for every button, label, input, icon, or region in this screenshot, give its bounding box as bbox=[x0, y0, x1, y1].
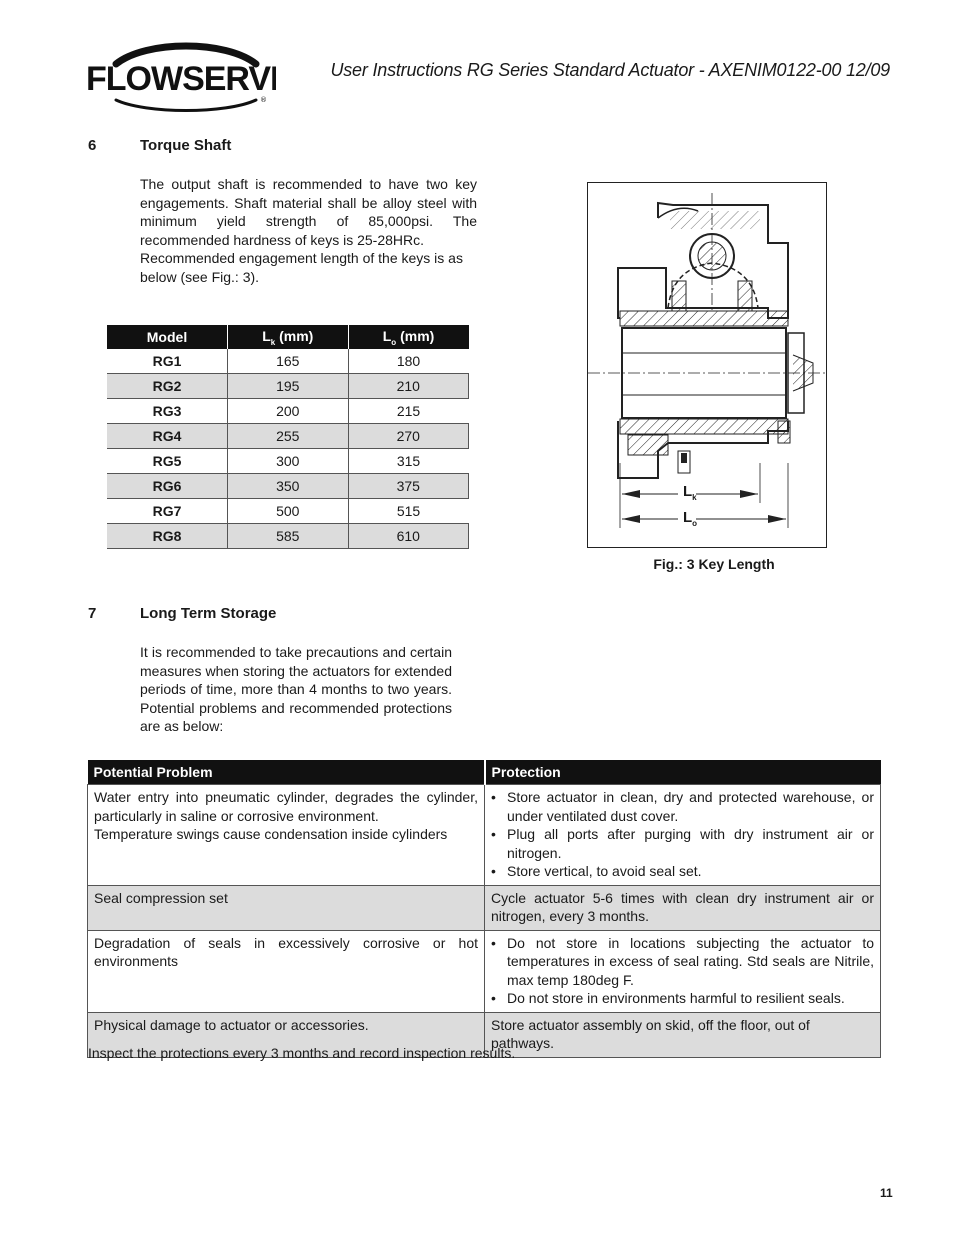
table-row: RG1 165 180 bbox=[107, 349, 469, 374]
table-row: RG7 500 515 bbox=[107, 499, 469, 524]
document-title: User Instructions RG Series Standard Actuator - AXENIM0122-00 12/09 bbox=[330, 60, 890, 80]
section-7-paragraph: It is recommended to take precautions and certain measures when storing the actuators for extended periods of time, more than 4 months to two years. Potential problems and recommended protections are as below: bbox=[140, 644, 452, 734]
logo-wordmark: FLOWSERVE bbox=[86, 60, 276, 98]
section-6-number: 6 bbox=[88, 137, 97, 154]
list-item: • Do not store in environments harmful to resilient seals. bbox=[491, 989, 874, 1008]
dimension-label-lo: $L_o$ bbox=[683, 509, 698, 528]
page-number: 11 bbox=[880, 1186, 893, 1200]
section-6-paragraph: Recommended engagement length of the keys is as below (see Fig.: 3). bbox=[140, 250, 463, 285]
key-length-figure bbox=[587, 182, 827, 548]
section-7-title: Long Term Storage bbox=[140, 605, 277, 622]
table-row: RG5 300 315 bbox=[107, 449, 469, 474]
key-length-table bbox=[107, 325, 469, 549]
section-7-number: 7 bbox=[88, 605, 97, 622]
storage-table bbox=[87, 760, 881, 1058]
list-item: • Plug all ports after purging with dry instrument air or nitrogen. bbox=[491, 825, 874, 862]
table-row: RG2 195 210 bbox=[107, 374, 469, 399]
problem-cell: Water entry into pneumatic cylinder, degrades the cylinder, particularly in saline or corrosive environment. Temperature swings cause condensation inside cylinders bbox=[88, 785, 485, 886]
problem-cell: Degradation of seals in excessively corrosive or hot environments bbox=[88, 930, 485, 1012]
figure-caption: Fig.: 3 Key Length bbox=[653, 556, 775, 572]
problem-cell: Seal compression set bbox=[88, 885, 485, 930]
table-row bbox=[88, 785, 881, 886]
protection-cell bbox=[485, 930, 881, 1012]
protection-cell bbox=[485, 785, 881, 886]
protection-cell: Store actuator assembly on skid, off the floor, out of pathways. bbox=[485, 1012, 881, 1057]
table-row: RG6 350 375 bbox=[107, 474, 469, 499]
section-6-title: Torque Shaft bbox=[140, 137, 232, 154]
protection-cell: Cycle actuator 5-6 times with clean dry instrument air or nitrogen, every 3 months. bbox=[485, 885, 881, 930]
list-item: • Store vertical, to avoid seal set. bbox=[491, 862, 874, 881]
table-row bbox=[88, 885, 881, 930]
column-header-model: Model bbox=[107, 325, 228, 349]
table-row: RG4 255 270 bbox=[107, 424, 469, 449]
section-6-body bbox=[140, 175, 477, 286]
actuator-cross-section-drawing bbox=[588, 183, 826, 547]
table-row: RG3 200 215 bbox=[107, 399, 469, 424]
svg-text:®: ® bbox=[260, 96, 267, 104]
column-header-protection: Protection bbox=[485, 760, 881, 785]
table-row bbox=[88, 930, 881, 1012]
column-header-lo: $L_o$ (mm) bbox=[348, 325, 468, 349]
list-item: • Store actuator in clean, dry and protected warehouse, or under ventilated dust cover. bbox=[491, 788, 874, 825]
problem-cell: Physical damage to actuator or accessories. bbox=[88, 1012, 485, 1057]
section-6-paragraph: The output shaft is recommended to have two key engagements. Shaft material shall be alloy steel with minimum yield strength of 85,000psi. The recommended hardness of keys is 25-28HRc. bbox=[140, 176, 477, 248]
flowserve-logo bbox=[86, 42, 276, 112]
column-header-problem: Potential Problem bbox=[88, 760, 485, 785]
table-row: RG8 585 610 bbox=[107, 524, 469, 549]
inspection-note: Inspect the protections every 3 months and record inspection results. bbox=[88, 1045, 516, 1061]
column-header-lk: $L_k$ (mm) bbox=[228, 325, 349, 349]
dimension-label-lk: $L_k$ bbox=[683, 483, 697, 502]
list-item: • Do not store in locations subjecting the actuator to temperatures in excess of seal rating. Std seals are Nitrile, max temp 180deg F. bbox=[491, 934, 874, 990]
